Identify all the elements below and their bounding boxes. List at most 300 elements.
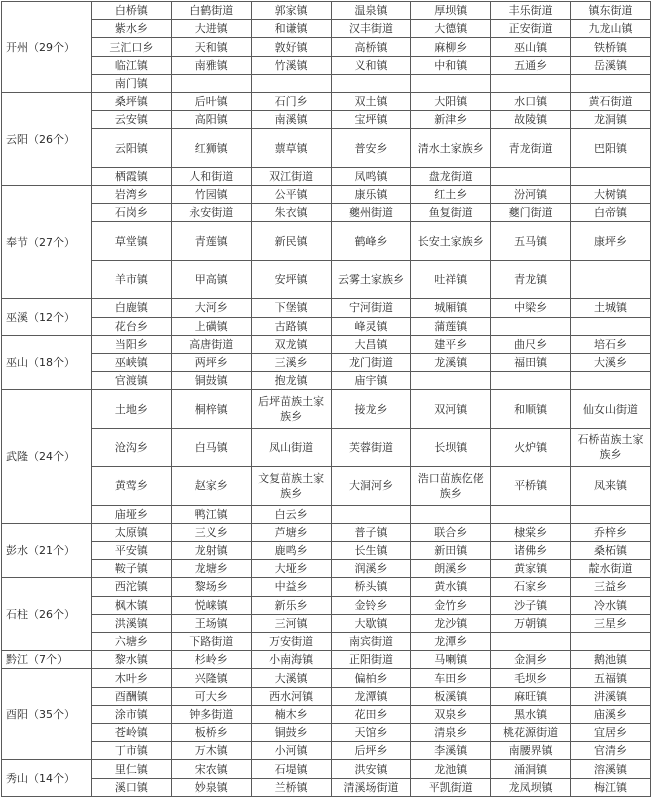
township-cell: 龙沙镇: [411, 614, 491, 632]
township-cell: 人和街道: [171, 167, 251, 185]
township-cell: 靛水街道: [571, 560, 651, 578]
township-cell: 三益乡: [571, 578, 651, 596]
township-cell: 六塘乡: [92, 633, 172, 651]
township-cell: 鹅池镇: [571, 651, 651, 669]
township-cell: 苍岭镇: [92, 724, 172, 742]
township-cell: [491, 505, 571, 523]
table-row: [2, 2, 651, 20]
township-cell: 九龙山镇: [571, 20, 651, 38]
township-cell: 偏柏乡: [331, 669, 411, 687]
county-name: 巫溪（12个）: [2, 299, 92, 335]
township-cell: 五通乡: [491, 56, 571, 74]
township-cell: 可大乡: [171, 687, 251, 705]
township-cell: 正阳街道: [331, 651, 411, 669]
township-cell: 溪口镇: [92, 778, 172, 796]
township-cell: 宋农镇: [171, 760, 251, 778]
table-row: [2, 541, 651, 559]
township-cell: 木叶乡: [92, 669, 172, 687]
township-cell: 大进镇: [171, 20, 251, 38]
township-cell: 普安乡: [331, 129, 411, 167]
township-cell: 涂市镇: [92, 705, 172, 723]
township-cell: 车田乡: [411, 669, 491, 687]
township-cell: 云雾土家族乡: [331, 260, 411, 298]
township-cell: 沧沟乡: [92, 428, 172, 466]
township-cell: 城厢镇: [411, 299, 491, 317]
township-cell: 平凯街道: [411, 778, 491, 796]
township-cell: 大洞河乡: [331, 467, 411, 505]
township-cell: 石桥苗族土家族乡: [571, 428, 651, 466]
township-cell: 诸佛乡: [491, 541, 571, 559]
township-cell: 桃花源街道: [491, 724, 571, 742]
township-cell: 三义乡: [171, 523, 251, 541]
table-row: [2, 222, 651, 260]
table-row: [2, 129, 651, 167]
township-cell: 妙泉镇: [171, 778, 251, 796]
table-row: [2, 260, 651, 298]
township-cell: 新田镇: [411, 541, 491, 559]
township-cell: 里仁镇: [92, 760, 172, 778]
table-row: [2, 93, 651, 111]
township-cell: 栖霞镇: [92, 167, 172, 185]
township-cell: 浩口苗族仡佬族乡: [411, 467, 491, 505]
township-cell: 盘龙街道: [411, 167, 491, 185]
township-cell: 青龙街道: [491, 129, 571, 167]
township-cell: 吐祥镇: [411, 260, 491, 298]
county-name: 巫山（18个）: [2, 335, 92, 390]
table-row: [2, 578, 651, 596]
table-row: [2, 20, 651, 38]
table-row: [2, 760, 651, 778]
township-cell: 建平乡: [411, 335, 491, 353]
township-cell: 洪溪镇: [92, 614, 172, 632]
township-cell: 庙垭乡: [92, 505, 172, 523]
township-cell: 故陵镇: [491, 111, 571, 129]
township-cell: 马喇镇: [411, 651, 491, 669]
county-name: 秀山（14个）: [2, 760, 92, 797]
township-cell: 云阳镇: [92, 129, 172, 167]
township-cell: 红狮镇: [171, 129, 251, 167]
township-cell: 抱龙镇: [251, 372, 331, 390]
township-cell: 金洞乡: [491, 651, 571, 669]
township-cell: 羊市镇: [92, 260, 172, 298]
township-cell: 冷水镇: [571, 596, 651, 614]
township-cell: 紫水乡: [92, 20, 172, 38]
township-cell: 文复苗族土家族乡: [251, 467, 331, 505]
table-row: [2, 633, 651, 651]
township-cell: 太原镇: [92, 523, 172, 541]
township-cell: 桑坪镇: [92, 93, 172, 111]
township-cell: 青莲镇: [171, 222, 251, 260]
township-cell: 桑柘镇: [571, 541, 651, 559]
township-cell: 龙凤坝镇: [491, 778, 571, 796]
county-name: 武隆（24个）: [2, 390, 92, 523]
township-cell: [571, 372, 651, 390]
township-cell: 长生镇: [331, 541, 411, 559]
township-cell: 培石乡: [571, 335, 651, 353]
township-cell: 洪安镇: [331, 760, 411, 778]
table-row: [2, 390, 651, 428]
township-cell: 白马镇: [171, 428, 251, 466]
township-cell: 黎场乡: [171, 578, 251, 596]
township-cell: 中梁乡: [491, 299, 571, 317]
township-cell: 鸭江镇: [171, 505, 251, 523]
township-cell: 悦崃镇: [171, 596, 251, 614]
township-cell: 清溪场街道: [331, 778, 411, 796]
township-cell: 联合乡: [411, 523, 491, 541]
township-cell: [411, 74, 491, 92]
county-name: 开州（29个）: [2, 2, 92, 93]
table-row: [2, 186, 651, 204]
township-cell: 大阳镇: [411, 93, 491, 111]
township-cell: 万木镇: [171, 742, 251, 760]
table-row: [2, 56, 651, 74]
township-cell: 水口镇: [491, 93, 571, 111]
township-cell: 中益乡: [251, 578, 331, 596]
township-cell: 乔梓乡: [571, 523, 651, 541]
township-cell: 龙溪镇: [411, 353, 491, 371]
county-name: 奉节（27个）: [2, 186, 92, 299]
township-cell: 白桥镇: [92, 2, 172, 20]
township-cell: 润溪乡: [331, 560, 411, 578]
township-cell: 双河镇: [411, 390, 491, 428]
township-cell: 毛坝乡: [491, 669, 571, 687]
township-cell: 蒲莲镇: [411, 317, 491, 335]
township-cell: 康坪乡: [571, 222, 651, 260]
township-cell: 双泉乡: [411, 705, 491, 723]
township-cell: 石岗乡: [92, 204, 172, 222]
township-cell: 竹园镇: [171, 186, 251, 204]
township-cell: 普子镇: [331, 523, 411, 541]
township-cell: 桥头镇: [331, 578, 411, 596]
township-cell: [571, 633, 651, 651]
township-cell: 土城镇: [571, 299, 651, 317]
township-cell: 花台乡: [92, 317, 172, 335]
township-cell: 黄石街道: [571, 93, 651, 111]
township-cell: 棣棠乡: [491, 523, 571, 541]
township-cell: 石堤镇: [251, 760, 331, 778]
township-cell: [571, 167, 651, 185]
township-cell: 官渡镇: [92, 372, 172, 390]
township-cell: 凤来镇: [571, 467, 651, 505]
township-cell: [331, 505, 411, 523]
township-cell: 梅江镇: [571, 778, 651, 796]
table-row: [2, 335, 651, 353]
township-cell: 万安街道: [251, 633, 331, 651]
township-cell: 火炉镇: [491, 428, 571, 466]
township-cell: 黄家镇: [491, 560, 571, 578]
township-cell: 南雅镇: [171, 56, 251, 74]
township-cell: 新津乡: [411, 111, 491, 129]
township-cell: 大溪乡: [571, 353, 651, 371]
township-cell: 鱼复街道: [411, 204, 491, 222]
township-cell: 天馆乡: [331, 724, 411, 742]
township-cell: 义和镇: [331, 56, 411, 74]
township-cell: 夔门街道: [491, 204, 571, 222]
township-cell: 新乐乡: [251, 596, 331, 614]
township-cell: 凤鸣镇: [331, 167, 411, 185]
township-cell: 后坪苗族土家族乡: [251, 390, 331, 428]
table-row: [2, 705, 651, 723]
township-cell: 古路镇: [251, 317, 331, 335]
township-cell: 南腰界镇: [491, 742, 571, 760]
township-cell: 中和镇: [411, 56, 491, 74]
table-row: [2, 372, 651, 390]
township-cell: [491, 74, 571, 92]
township-cell: 平桥镇: [491, 467, 571, 505]
township-cell: 高桥镇: [331, 38, 411, 56]
township-cell: 长安土家族乡: [411, 222, 491, 260]
township-cell: 楠木乡: [251, 705, 331, 723]
table-row: [2, 742, 651, 760]
township-cell: 青龙镇: [491, 260, 571, 298]
township-cell: [411, 505, 491, 523]
table-row: [2, 669, 651, 687]
table-body: [2, 2, 651, 797]
township-cell: 芙蓉街道: [331, 428, 411, 466]
township-cell: 双龙镇: [251, 335, 331, 353]
township-cell: 巫山镇: [491, 38, 571, 56]
township-cell: 朗溪乡: [411, 560, 491, 578]
county-name: 酉阳（35个）: [2, 669, 92, 760]
township-cell: 朱衣镇: [251, 204, 331, 222]
township-cell: 黄水镇: [411, 578, 491, 596]
township-cell: 赵家乡: [171, 467, 251, 505]
township-cell: 长坝镇: [411, 428, 491, 466]
township-cell: 厚坝镇: [411, 2, 491, 20]
township-cell: 双土镇: [331, 93, 411, 111]
township-cell: 平安镇: [92, 541, 172, 559]
township-cell: 鞍子镇: [92, 560, 172, 578]
township-cell: 下堡镇: [251, 299, 331, 317]
township-cell: 鹿鸣乡: [251, 541, 331, 559]
table-row: [2, 74, 651, 92]
township-cell: 酉酬镇: [92, 687, 172, 705]
township-cell: 龙射镇: [171, 541, 251, 559]
township-cell: 金竹乡: [411, 596, 491, 614]
township-cell: 南溪镇: [251, 111, 331, 129]
township-cell: [491, 633, 571, 651]
township-cell: [571, 317, 651, 335]
township-cell: 清泉乡: [411, 724, 491, 742]
table-row: [2, 724, 651, 742]
township-cell: 安坪镇: [251, 260, 331, 298]
township-cell: 大昌镇: [331, 335, 411, 353]
township-cell: 兴隆镇: [171, 669, 251, 687]
table-row: [2, 560, 651, 578]
county-name: 黔江（7个）: [2, 651, 92, 669]
township-cell: 钟多街道: [171, 705, 251, 723]
township-cell: 石门乡: [251, 93, 331, 111]
township-cell: [251, 74, 331, 92]
township-cell: 鹤峰乡: [331, 222, 411, 260]
township-cell: 三汇口乡: [92, 38, 172, 56]
township-cell: 西沱镇: [92, 578, 172, 596]
table-row: [2, 687, 651, 705]
township-cell: 龙池镇: [411, 760, 491, 778]
township-cell: 宝坪镇: [331, 111, 411, 129]
township-cell: 黑水镇: [491, 705, 571, 723]
township-cell: 白云乡: [251, 505, 331, 523]
township-cell: 巴阳镇: [571, 129, 651, 167]
township-cell: 庙溪乡: [571, 705, 651, 723]
township-cell: 大河乡: [171, 299, 251, 317]
township-cell: 红土乡: [411, 186, 491, 204]
township-cell: 铜鼓乡: [251, 724, 331, 742]
township-cell: [171, 74, 251, 92]
township-cell: [331, 74, 411, 92]
township-cell: 福田镇: [491, 353, 571, 371]
township-cell: [571, 505, 651, 523]
township-cell: 万朝镇: [491, 614, 571, 632]
township-cell: 官清乡: [571, 742, 651, 760]
township-cell: 溶溪镇: [571, 760, 651, 778]
township-cell: 丁市镇: [92, 742, 172, 760]
township-cell: 西水河镇: [251, 687, 331, 705]
township-cell: 麻旺镇: [491, 687, 571, 705]
table-row: [2, 204, 651, 222]
township-cell: 黄莺乡: [92, 467, 172, 505]
township-cell: 五马镇: [491, 222, 571, 260]
township-cell: 王场镇: [171, 614, 251, 632]
township-cell: 凤山街道: [251, 428, 331, 466]
township-cell: 金铃乡: [331, 596, 411, 614]
township-cell: 大歇镇: [331, 614, 411, 632]
township-cell: 涌洞镇: [491, 760, 571, 778]
township-cell: 夔州街道: [331, 204, 411, 222]
township-cell: 白帝镇: [571, 204, 651, 222]
township-cell: 公平镇: [251, 186, 331, 204]
township-cell: 云安镇: [92, 111, 172, 129]
township-cell: 黎水镇: [92, 651, 172, 669]
table-row: [2, 651, 651, 669]
township-cell: 宁河街道: [331, 299, 411, 317]
table-row: [2, 353, 651, 371]
township-cell: 清水土家族乡: [411, 129, 491, 167]
township-cell: 汫溪镇: [571, 687, 651, 705]
township-cell: 南门镇: [92, 74, 172, 92]
table-row: [2, 467, 651, 505]
township-cell: 敦好镇: [251, 38, 331, 56]
township-cell: 草堂镇: [92, 222, 172, 260]
table-row: [2, 111, 651, 129]
township-cell: 杉岭乡: [171, 651, 251, 669]
township-cell: 丰乐街道: [491, 2, 571, 20]
township-cell: 铜鼓镇: [171, 372, 251, 390]
township-cell: 沙子镇: [491, 596, 571, 614]
township-cell: 芦塘乡: [251, 523, 331, 541]
township-cell: 白鹤街道: [171, 2, 251, 20]
township-cell: 新民镇: [251, 222, 331, 260]
township-cell: [571, 260, 651, 298]
township-cell: 高阳镇: [171, 111, 251, 129]
township-cell: 汾河镇: [491, 186, 571, 204]
township-cell: 上磺镇: [171, 317, 251, 335]
township-cell: 峰灵镇: [331, 317, 411, 335]
township-cell: 庙宇镇: [331, 372, 411, 390]
township-cell: 小河镇: [251, 742, 331, 760]
township-cell: 临江镇: [92, 56, 172, 74]
township-cell: 南宾街道: [331, 633, 411, 651]
township-cell: 正安街道: [491, 20, 571, 38]
township-table: [1, 1, 651, 797]
township-cell: 巫峡镇: [92, 353, 172, 371]
table-row: [2, 167, 651, 185]
township-cell: [491, 372, 571, 390]
township-cell: 兰桥镇: [251, 778, 331, 796]
township-cell: 当阳乡: [92, 335, 172, 353]
township-cell: 温泉镇: [331, 2, 411, 20]
township-cell: [491, 167, 571, 185]
township-cell: 五福镇: [571, 669, 651, 687]
township-cell: 后叶镇: [171, 93, 251, 111]
county-name: 云阳（26个）: [2, 93, 92, 186]
township-cell: 高唐街道: [171, 335, 251, 353]
township-cell: 三河镇: [251, 614, 331, 632]
table-row: [2, 505, 651, 523]
township-cell: 和顺镇: [491, 390, 571, 428]
table-row: [2, 317, 651, 335]
township-cell: 天和镇: [171, 38, 251, 56]
township-cell: 花田乡: [331, 705, 411, 723]
table-row: [2, 428, 651, 466]
township-cell: 枫木镇: [92, 596, 172, 614]
township-cell: 康乐镇: [331, 186, 411, 204]
township-cell: 下路街道: [171, 633, 251, 651]
table-row: [2, 523, 651, 541]
township-cell: 汉丰街道: [331, 20, 411, 38]
township-cell: 石家乡: [491, 578, 571, 596]
township-cell: 和谦镇: [251, 20, 331, 38]
township-cell: 龙洞镇: [571, 111, 651, 129]
table-row: [2, 614, 651, 632]
township-cell: 蔈草镇: [251, 129, 331, 167]
table-row: [2, 778, 651, 796]
township-cell: 李溪镇: [411, 742, 491, 760]
township-cell: 大垭乡: [251, 560, 331, 578]
township-cell: 三星乡: [571, 614, 651, 632]
township-cell: 郭家镇: [251, 2, 331, 20]
township-cell: 镇东街道: [571, 2, 651, 20]
township-cell: 桐梓镇: [171, 390, 251, 428]
township-cell: [411, 372, 491, 390]
township-cell: 土地乡: [92, 390, 172, 428]
township-cell: 龙潭镇: [331, 687, 411, 705]
county-name: 石柱（26个）: [2, 578, 92, 651]
township-cell: 白鹿镇: [92, 299, 172, 317]
township-cell: 三溪乡: [251, 353, 331, 371]
township-cell: 小南海镇: [251, 651, 331, 669]
township-cell: 甲高镇: [171, 260, 251, 298]
township-cell: 板溪镇: [411, 687, 491, 705]
township-cell: 仙女山街道: [571, 390, 651, 428]
county-name: 彭水（21个）: [2, 523, 92, 578]
township-cell: 曲尺乡: [491, 335, 571, 353]
township-cell: 板桥乡: [171, 724, 251, 742]
township-cell: [491, 317, 571, 335]
township-cell: 龙塘乡: [171, 560, 251, 578]
township-cell: 大德镇: [411, 20, 491, 38]
township-cell: 双江街道: [251, 167, 331, 185]
township-cell: 岩湾乡: [92, 186, 172, 204]
table-row: [2, 299, 651, 317]
township-cell: 永安街道: [171, 204, 251, 222]
township-cell: [571, 74, 651, 92]
table-row: [2, 38, 651, 56]
township-cell: 接龙乡: [331, 390, 411, 428]
township-cell: 宜居乡: [571, 724, 651, 742]
township-cell: 后坪乡: [331, 742, 411, 760]
township-cell: 龙门街道: [331, 353, 411, 371]
